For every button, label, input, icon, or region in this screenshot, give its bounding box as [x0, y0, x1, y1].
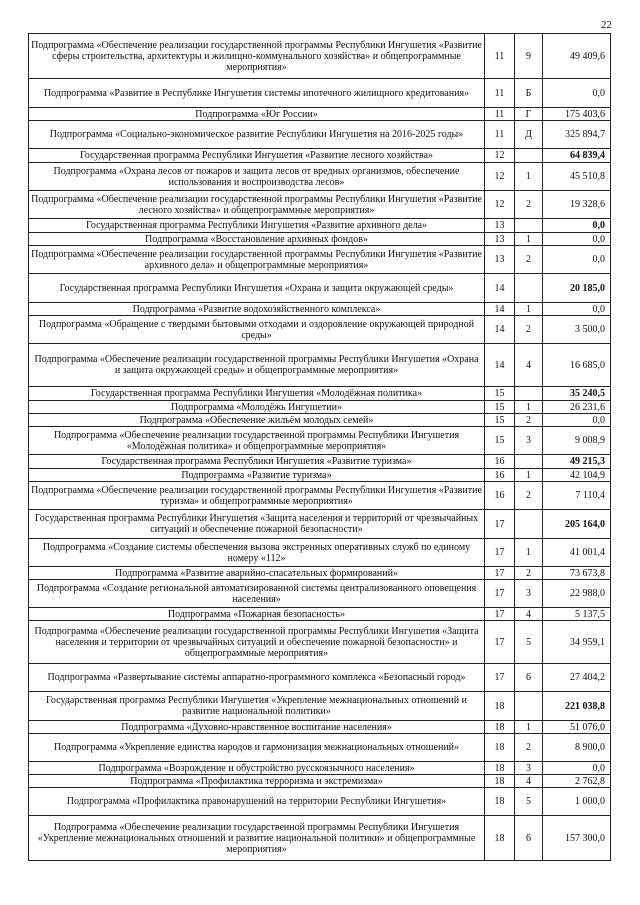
- subprogram-code-cell: 4: [515, 344, 543, 387]
- amount-cell: 7 110,4: [543, 482, 611, 510]
- amount-cell: 0,0: [543, 219, 611, 233]
- program-name-cell: Подпрограмма «Обращение с твердыми бытовыми отходами и оздоровление окружающей природной среды»: [29, 316, 485, 344]
- program-code-cell: 12: [485, 149, 515, 163]
- table-body: [29, 34, 611, 861]
- amount-cell: 0,0: [543, 79, 611, 108]
- program-name-cell: Подпрограмма «Обеспечение реализации государственной программы Республики Ингушетия «Развитие лесного хозяйства» и общепрограммные мероприятия»: [29, 191, 485, 219]
- program-code-cell: 14: [485, 316, 515, 344]
- program-code-cell: 13: [485, 219, 515, 233]
- program-code-cell: 18: [485, 775, 515, 788]
- subprogram-code-cell: 3: [515, 580, 543, 608]
- subprogram-row: [29, 233, 611, 246]
- program-code-cell: 18: [485, 734, 515, 762]
- subprogram-code-cell: Б: [515, 79, 543, 108]
- program-code-cell: 16: [485, 469, 515, 482]
- subprogram-code-cell: 2: [515, 316, 543, 344]
- subprogram-code-cell: 3: [515, 762, 543, 775]
- subprogram-row: [29, 734, 611, 762]
- amount-cell: 19 328,6: [543, 191, 611, 219]
- program-row: [29, 510, 611, 539]
- amount-cell: 51 076,0: [543, 721, 611, 734]
- amount-cell: 175 403,6: [543, 108, 611, 121]
- subprogram-code-cell: 5: [515, 621, 543, 664]
- program-name-cell: Государственная программа Республики Ингушетия «Развитие архивного дела»: [29, 219, 485, 233]
- subprogram-row: [29, 163, 611, 191]
- program-name-cell: Подпрограмма «Обеспечение жильём молодых семей»: [29, 414, 485, 427]
- program-name-cell: Подпрограмма «Развитие туризма»: [29, 469, 485, 482]
- program-name-cell: Подпрограмма «Развитие водохозяйственного комплекса»: [29, 303, 485, 316]
- program-name-cell: Подпрограмма «Обеспечение реализации государственной программы Республики Ингушетия «Развитие туризма» и общепрограммные мероприятия»: [29, 482, 485, 510]
- amount-cell: 0,0: [543, 414, 611, 427]
- subprogram-code-cell: 5: [515, 788, 543, 816]
- program-row: [29, 692, 611, 721]
- amount-cell: 64 839,4: [543, 149, 611, 163]
- subprogram-code-cell: [515, 387, 543, 401]
- subprogram-code-cell: [515, 455, 543, 469]
- program-name-cell: Подпрограмма «Юг России»: [29, 108, 485, 121]
- program-name-cell: Государственная программа Республики Ингушетия «Развитие туризма»: [29, 455, 485, 469]
- subprogram-row: [29, 414, 611, 427]
- subprogram-code-cell: 2: [515, 734, 543, 762]
- subprogram-code-cell: 1: [515, 163, 543, 191]
- amount-cell: 34 959,1: [543, 621, 611, 664]
- amount-cell: 0,0: [543, 762, 611, 775]
- amount-cell: 42 104,9: [543, 469, 611, 482]
- subprogram-row: [29, 427, 611, 455]
- subprogram-row: [29, 344, 611, 387]
- program-code-cell: 16: [485, 482, 515, 510]
- subprogram-code-cell: [515, 219, 543, 233]
- subprogram-code-cell: 1: [515, 303, 543, 316]
- program-name-cell: Подпрограмма «Развитие аварийно-спасательных формирований»: [29, 567, 485, 580]
- subprogram-code-cell: 1: [515, 401, 543, 414]
- program-code-cell: 18: [485, 816, 515, 861]
- subprogram-row: [29, 79, 611, 108]
- amount-cell: 49 409,6: [543, 34, 611, 79]
- subprogram-row: [29, 108, 611, 121]
- subprogram-row: [29, 121, 611, 149]
- amount-cell: 26 231,6: [543, 401, 611, 414]
- amount-cell: 1 000,0: [543, 788, 611, 816]
- program-name-cell: Подпрограмма «Обеспечение реализации государственной программы Республики Ингушетия «Укрепление межнациональных отношений и развитие национальной политики» и общепрограммные мероприятия»: [29, 816, 485, 861]
- amount-cell: 35 240,5: [543, 387, 611, 401]
- program-name-cell: Подпрограмма «Пожарная безопасность»: [29, 608, 485, 621]
- program-name-cell: Подпрограмма «Создание региональной автоматизированной системы централизованного оповещения населения»: [29, 580, 485, 608]
- subprogram-code-cell: 1: [515, 469, 543, 482]
- program-name-cell: Подпрограмма «Молодёжь Ингушетии»: [29, 401, 485, 414]
- amount-cell: 205 164,0: [543, 510, 611, 539]
- subprogram-code-cell: 1: [515, 233, 543, 246]
- program-name-cell: Государственная программа Республики Ингушетия «Укрепление межнациональных отношений и развитие национальной политики»: [29, 692, 485, 721]
- program-name-cell: Подпрограмма «Восстановление архивных фондов»: [29, 233, 485, 246]
- subprogram-row: [29, 246, 611, 274]
- amount-cell: 9 008,9: [543, 427, 611, 455]
- subprogram-row: [29, 621, 611, 664]
- subprogram-row: [29, 775, 611, 788]
- program-row: [29, 387, 611, 401]
- subprogram-row: [29, 34, 611, 79]
- program-code-cell: 15: [485, 387, 515, 401]
- program-row: [29, 219, 611, 233]
- amount-cell: 41 001,4: [543, 539, 611, 567]
- program-code-cell: 17: [485, 608, 515, 621]
- subprogram-code-cell: [515, 692, 543, 721]
- subprogram-code-cell: 9: [515, 34, 543, 79]
- amount-cell: 45 510,8: [543, 163, 611, 191]
- program-name-cell: Подпрограмма «Укрепление единства народов и гармонизация межнациональных отношений»: [29, 734, 485, 762]
- subprogram-row: [29, 580, 611, 608]
- program-code-cell: 18: [485, 692, 515, 721]
- amount-cell: 20 185,0: [543, 274, 611, 303]
- program-code-cell: 13: [485, 246, 515, 274]
- subprogram-code-cell: 2: [515, 191, 543, 219]
- program-code-cell: 17: [485, 539, 515, 567]
- program-name-cell: Государственная программа Республики Ингушетия «Охрана и защита окружающей среды»: [29, 274, 485, 303]
- program-name-cell: Подпрограмма «Обеспечение реализации государственной программы Республики Ингушетия «Молодёжная политика» и общепрограммные мероприятия»: [29, 427, 485, 455]
- program-code-cell: 11: [485, 108, 515, 121]
- amount-cell: 325 894,7: [543, 121, 611, 149]
- subprogram-code-cell: 2: [515, 567, 543, 580]
- amount-cell: 16 685,0: [543, 344, 611, 387]
- program-code-cell: 17: [485, 510, 515, 539]
- subprogram-row: [29, 608, 611, 621]
- program-name-cell: Подпрограмма «Социально-экономическое развитие Республики Ингушетия на 2016-2025 годы»: [29, 121, 485, 149]
- subprogram-code-cell: 4: [515, 775, 543, 788]
- program-name-cell: Подпрограмма «Развитие в Республике Ингушетия системы ипотечного жилищного кредитования»: [29, 79, 485, 108]
- subprogram-code-cell: 6: [515, 664, 543, 692]
- program-code-cell: 11: [485, 121, 515, 149]
- subprogram-code-cell: 2: [515, 246, 543, 274]
- program-code-cell: 12: [485, 191, 515, 219]
- amount-cell: 221 038,8: [543, 692, 611, 721]
- subprogram-code-cell: 1: [515, 539, 543, 567]
- program-name-cell: Подпрограмма «Возрождение и обустройство русскоязычного населения»: [29, 762, 485, 775]
- amount-cell: 0,0: [543, 233, 611, 246]
- subprogram-row: [29, 721, 611, 734]
- subprogram-row: [29, 567, 611, 580]
- subprogram-row: [29, 816, 611, 861]
- program-code-cell: 15: [485, 414, 515, 427]
- program-code-cell: 17: [485, 621, 515, 664]
- amount-cell: 0,0: [543, 303, 611, 316]
- amount-cell: 73 673,8: [543, 567, 611, 580]
- program-name-cell: Подпрограмма «Духовно-нравственное воспитание населения»: [29, 721, 485, 734]
- subprogram-code-cell: 6: [515, 816, 543, 861]
- amount-cell: 5 137,5: [543, 608, 611, 621]
- program-row: [29, 455, 611, 469]
- subprogram-row: [29, 469, 611, 482]
- subprogram-row: [29, 303, 611, 316]
- program-name-cell: Подпрограмма «Профилактика терроризма и экстремизма»: [29, 775, 485, 788]
- subprogram-row: [29, 539, 611, 567]
- program-name-cell: Подпрограмма «Обеспечение реализации государственной программы Республики Ингушетия «Охрана и защита окружающей среды» и общепрограммные мероприятия»: [29, 344, 485, 387]
- program-row: [29, 274, 611, 303]
- subprogram-code-cell: 1: [515, 721, 543, 734]
- program-code-cell: 17: [485, 664, 515, 692]
- subprogram-row: [29, 762, 611, 775]
- program-code-cell: 12: [485, 163, 515, 191]
- subprogram-code-cell: 2: [515, 414, 543, 427]
- program-name-cell: Подпрограмма «Обеспечение реализации государственной программы Республики Ингушетия «Развитие сферы строительства, архитектуры и жилищно-коммунального хозяйства» и общепрограммные мероприятия»: [29, 34, 485, 79]
- subprogram-row: [29, 401, 611, 414]
- program-name-cell: Подпрограмма «Профилактика правонарушений на территории Республики Ингушетия»: [29, 788, 485, 816]
- subprogram-code-cell: [515, 149, 543, 163]
- program-code-cell: 17: [485, 567, 515, 580]
- amount-cell: 2 762,8: [543, 775, 611, 788]
- subprogram-row: [29, 664, 611, 692]
- program-code-cell: 14: [485, 344, 515, 387]
- page-number: 22: [601, 19, 612, 31]
- subprogram-code-cell: [515, 510, 543, 539]
- subprogram-code-cell: [515, 274, 543, 303]
- program-code-cell: 18: [485, 788, 515, 816]
- program-name-cell: Государственная программа Республики Ингушетия «Молодёжная политика»: [29, 387, 485, 401]
- subprogram-row: [29, 482, 611, 510]
- program-code-cell: 15: [485, 401, 515, 414]
- program-code-cell: 14: [485, 303, 515, 316]
- budget-table: [28, 33, 611, 861]
- subprogram-code-cell: Г: [515, 108, 543, 121]
- program-name-cell: Подпрограмма «Развертывание системы аппаратно-программного комплекса «Безопасный город»: [29, 664, 485, 692]
- program-code-cell: 11: [485, 79, 515, 108]
- program-code-cell: 18: [485, 721, 515, 734]
- program-code-cell: 11: [485, 34, 515, 79]
- amount-cell: 157 300,0: [543, 816, 611, 861]
- amount-cell: 49 215,3: [543, 455, 611, 469]
- subprogram-row: [29, 788, 611, 816]
- program-code-cell: 16: [485, 455, 515, 469]
- program-name-cell: Подпрограмма «Обеспечение реализации государственной программы Республики Ингушетия «Развитие архивного дела» и общепрограммные мероприятия»: [29, 246, 485, 274]
- program-name-cell: Подпрограмма «Обеспечение реализации государственной программы Республики Ингушетия «Защита населения и территории от чрезвычайных ситуаций и обеспечение пожарной безопасности» и общепрограммные мероприятия»: [29, 621, 485, 664]
- program-name-cell: Подпрограмма «Охрана лесов от пожаров и защита лесов от вредных организмов, обеспечение использования и воспроизводства лесов»: [29, 163, 485, 191]
- amount-cell: 22 988,0: [543, 580, 611, 608]
- subprogram-code-cell: 4: [515, 608, 543, 621]
- program-code-cell: 13: [485, 233, 515, 246]
- program-code-cell: 17: [485, 580, 515, 608]
- amount-cell: 27 404,2: [543, 664, 611, 692]
- program-row: [29, 149, 611, 163]
- amount-cell: 3 500,0: [543, 316, 611, 344]
- program-code-cell: 15: [485, 427, 515, 455]
- program-name-cell: Подпрограмма «Создание системы обеспечения вызова экстренных оперативных служб по единому номеру «112»: [29, 539, 485, 567]
- program-name-cell: Государственная программа Республики Ингушетия «Развитие лесного хозяйства»: [29, 149, 485, 163]
- program-code-cell: 14: [485, 274, 515, 303]
- subprogram-code-cell: 3: [515, 427, 543, 455]
- amount-cell: 0,0: [543, 246, 611, 274]
- subprogram-code-cell: 2: [515, 482, 543, 510]
- subprogram-code-cell: Д: [515, 121, 543, 149]
- subprogram-row: [29, 316, 611, 344]
- subprogram-row: [29, 191, 611, 219]
- program-name-cell: Государственная программа Республики Ингушетия «Защита населения и территорий от чрезвычайных ситуаций и обеспечение пожарной безопасности»: [29, 510, 485, 539]
- program-code-cell: 18: [485, 762, 515, 775]
- amount-cell: 8 900,0: [543, 734, 611, 762]
